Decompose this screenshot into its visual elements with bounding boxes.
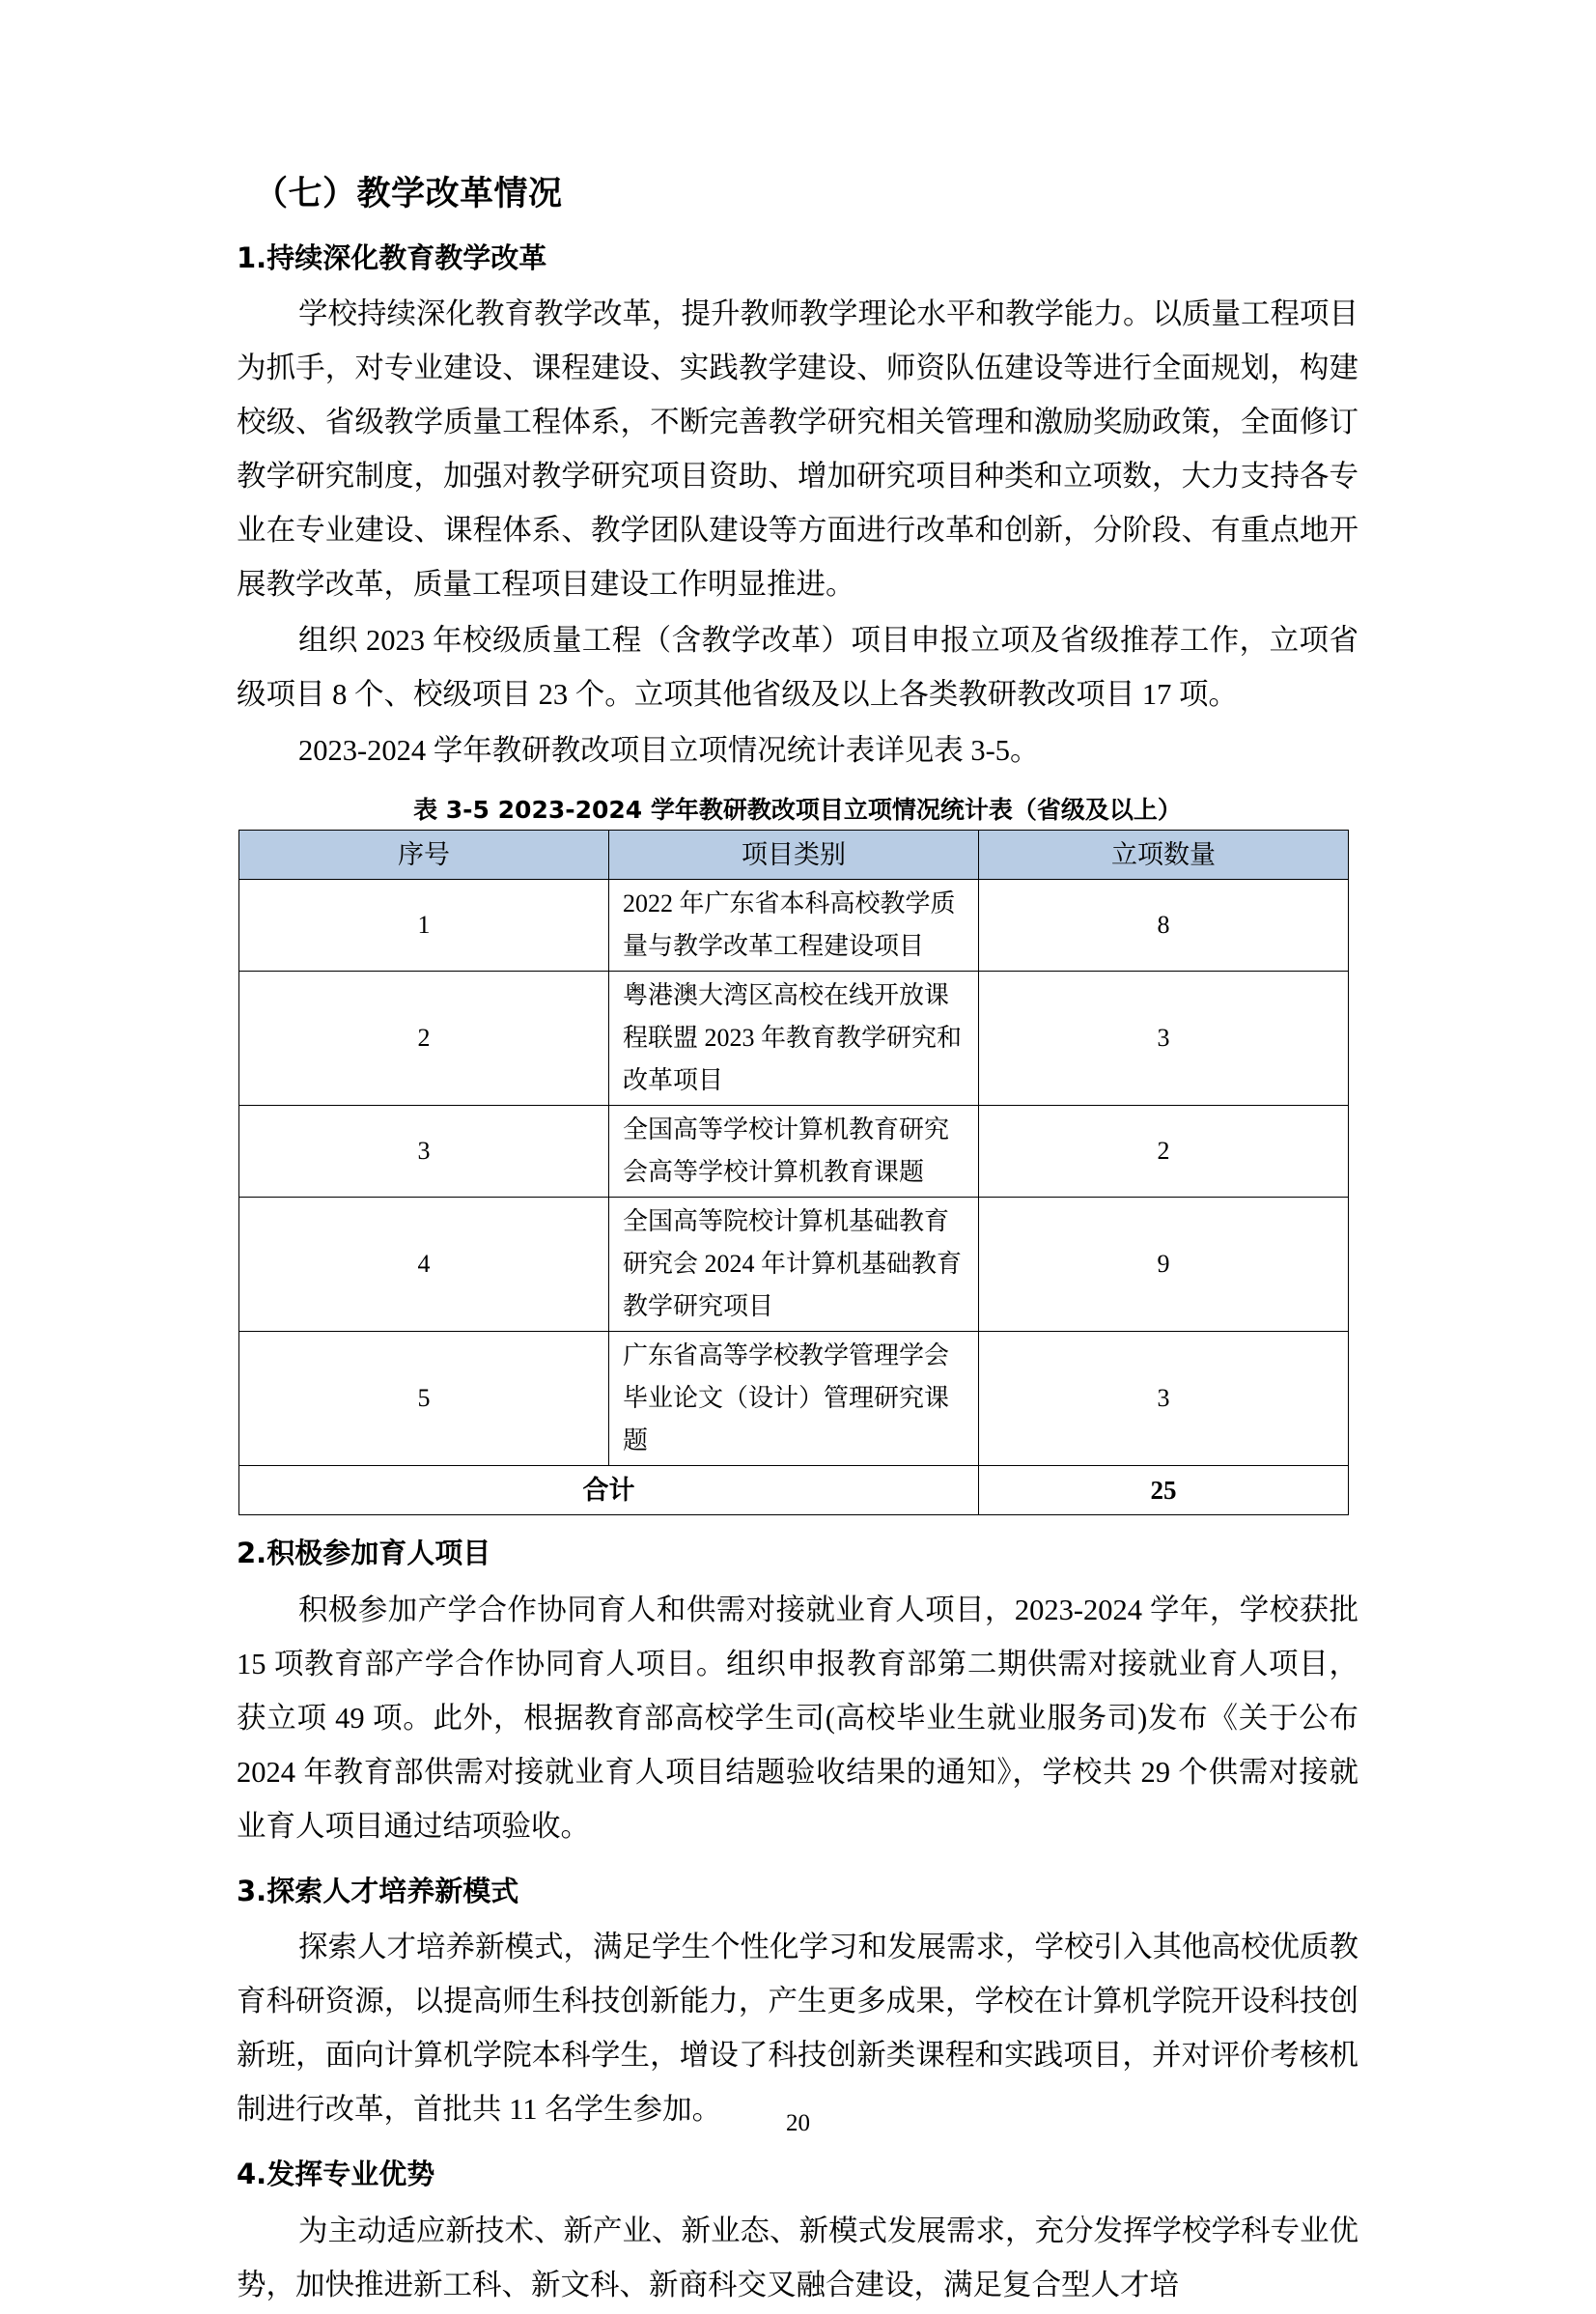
paragraph-3-1: 探索人才培养新模式，满足学生个性化学习和发展需求，学校引入其他高校优质教育科研资源，以提高师生科技创新能力，产生更多成果，学校在计算机学院开设科技创新班，面向计算机学院本科学生，增设了科技创新类课程和实践项目，并对评价考核机制进行改革，首批共 11 名学生参加。 [237, 1931, 1358, 2126]
column-header-category: 项目类别 [609, 831, 979, 880]
cell-index: 3 [239, 1106, 609, 1198]
table-row [239, 880, 1349, 972]
cell-quantity: 3 [979, 972, 1349, 1106]
page-title: （七）教学改革情况 [254, 175, 563, 213]
cell-category: 2022 年广东省本科高校教学质量与教学改革工程建设项目 [609, 880, 979, 972]
project-approval-table [238, 830, 1349, 1515]
page-number: 20 [786, 2110, 810, 2136]
cell-quantity: 8 [979, 880, 1349, 972]
table-body [239, 880, 1349, 1515]
table-row [239, 1332, 1349, 1466]
total-value: 25 [979, 1466, 1349, 1515]
paragraph-1-1: 学校持续深化教育教学改革，提升教师教学理论水平和教学能力。以质量工程项目为抓手，对专业建设、课程建设、实践教学建设、师资队伍建设等进行全面规划，构建校级、省级教学质量工程体系，不断完善教学研究相关管理和激励奖励政策，全面修订教学研究制度，加强对教学研究项目资助、增加研究项目种类和立项数，大力支持各专业在专业建设、课程体系、教学团队建设等方面进行改革和创新，分阶段、有重点地开展教学改革，质量工程项目建设工作明显推进。 [237, 297, 1358, 601]
table-row [239, 1106, 1349, 1198]
cell-quantity: 2 [979, 1106, 1349, 1198]
cell-index: 1 [239, 880, 609, 972]
subsection-heading-3: 3.探索人才培养新模式 [237, 1874, 519, 1907]
total-label: 合计 [239, 1466, 979, 1515]
table-row [239, 972, 1349, 1106]
table-header-row [239, 831, 1349, 880]
paragraph-1-2: 组织 2023 年校级质量工程（含教学改革）项目申报立项及省级推荐工作，立项省级项目 8 个、校级项目 23 个。立项其他省级及以上各类教研教改项目 17 项。 [237, 624, 1358, 711]
column-header-quantity: 立项数量 [979, 831, 1349, 880]
table-total-row [239, 1466, 1349, 1515]
page-content [237, 169, 1358, 2314]
subsection-heading-1: 1.持续深化教育教学改革 [237, 240, 547, 274]
paragraph-2-1: 积极参加产学合作协同育人和供需对接就业育人项目，2023-2024 学年，学校获批 15 项教育部产学合作协同育人项目。组织申报教育部第二期供需对接就业育人项目，获立项 49 项。此外，根据教育部高校学生司(高校毕业生就业服务司)发布《关于公布 2024 年教育部供需对接就业育人项目结题验收结果的通知》，学校共 29 个供需对接就业育人项目通过结项验收。 [237, 1593, 1358, 1843]
cell-index: 4 [239, 1198, 609, 1332]
subsection-heading-4: 4.发挥专业优势 [237, 2158, 435, 2190]
paragraph-4-1: 为主动适应新技术、新产业、新业态、新模式发展需求，充分发挥学校学科专业优势，加快推进新工科、新文科、新商科交叉融合建设，满足复合型人才培 [237, 2214, 1358, 2301]
cell-category: 粤港澳大湾区高校在线开放课程联盟 2023 年教育教学研究和改革项目 [609, 972, 979, 1106]
cell-category: 全国高等学校计算机教育研究会高等学校计算机教育课题 [609, 1106, 979, 1198]
paragraph-1-3: 2023-2024 学年教研教改项目立项情况统计表详见表 3-5。 [298, 734, 1040, 767]
cell-category: 广东省高等学校教学管理学会毕业论文（设计）管理研究课题 [609, 1332, 979, 1466]
cell-category: 全国高等院校计算机基础教育研究会 2024 年计算机基础教育教学研究项目 [609, 1198, 979, 1332]
table-head [239, 831, 1349, 880]
cell-quantity: 3 [979, 1332, 1349, 1466]
cell-index: 2 [239, 972, 609, 1106]
subsection-heading-2: 2.积极参加育人项目 [237, 1537, 491, 1569]
cell-index: 5 [239, 1332, 609, 1466]
cell-quantity: 9 [979, 1198, 1349, 1332]
table-caption: 表 3-5 2023-2024 学年教研教改项目立项情况统计表（省级及以上） [413, 796, 1182, 824]
column-header-index: 序号 [239, 831, 609, 880]
table-row [239, 1198, 1349, 1332]
